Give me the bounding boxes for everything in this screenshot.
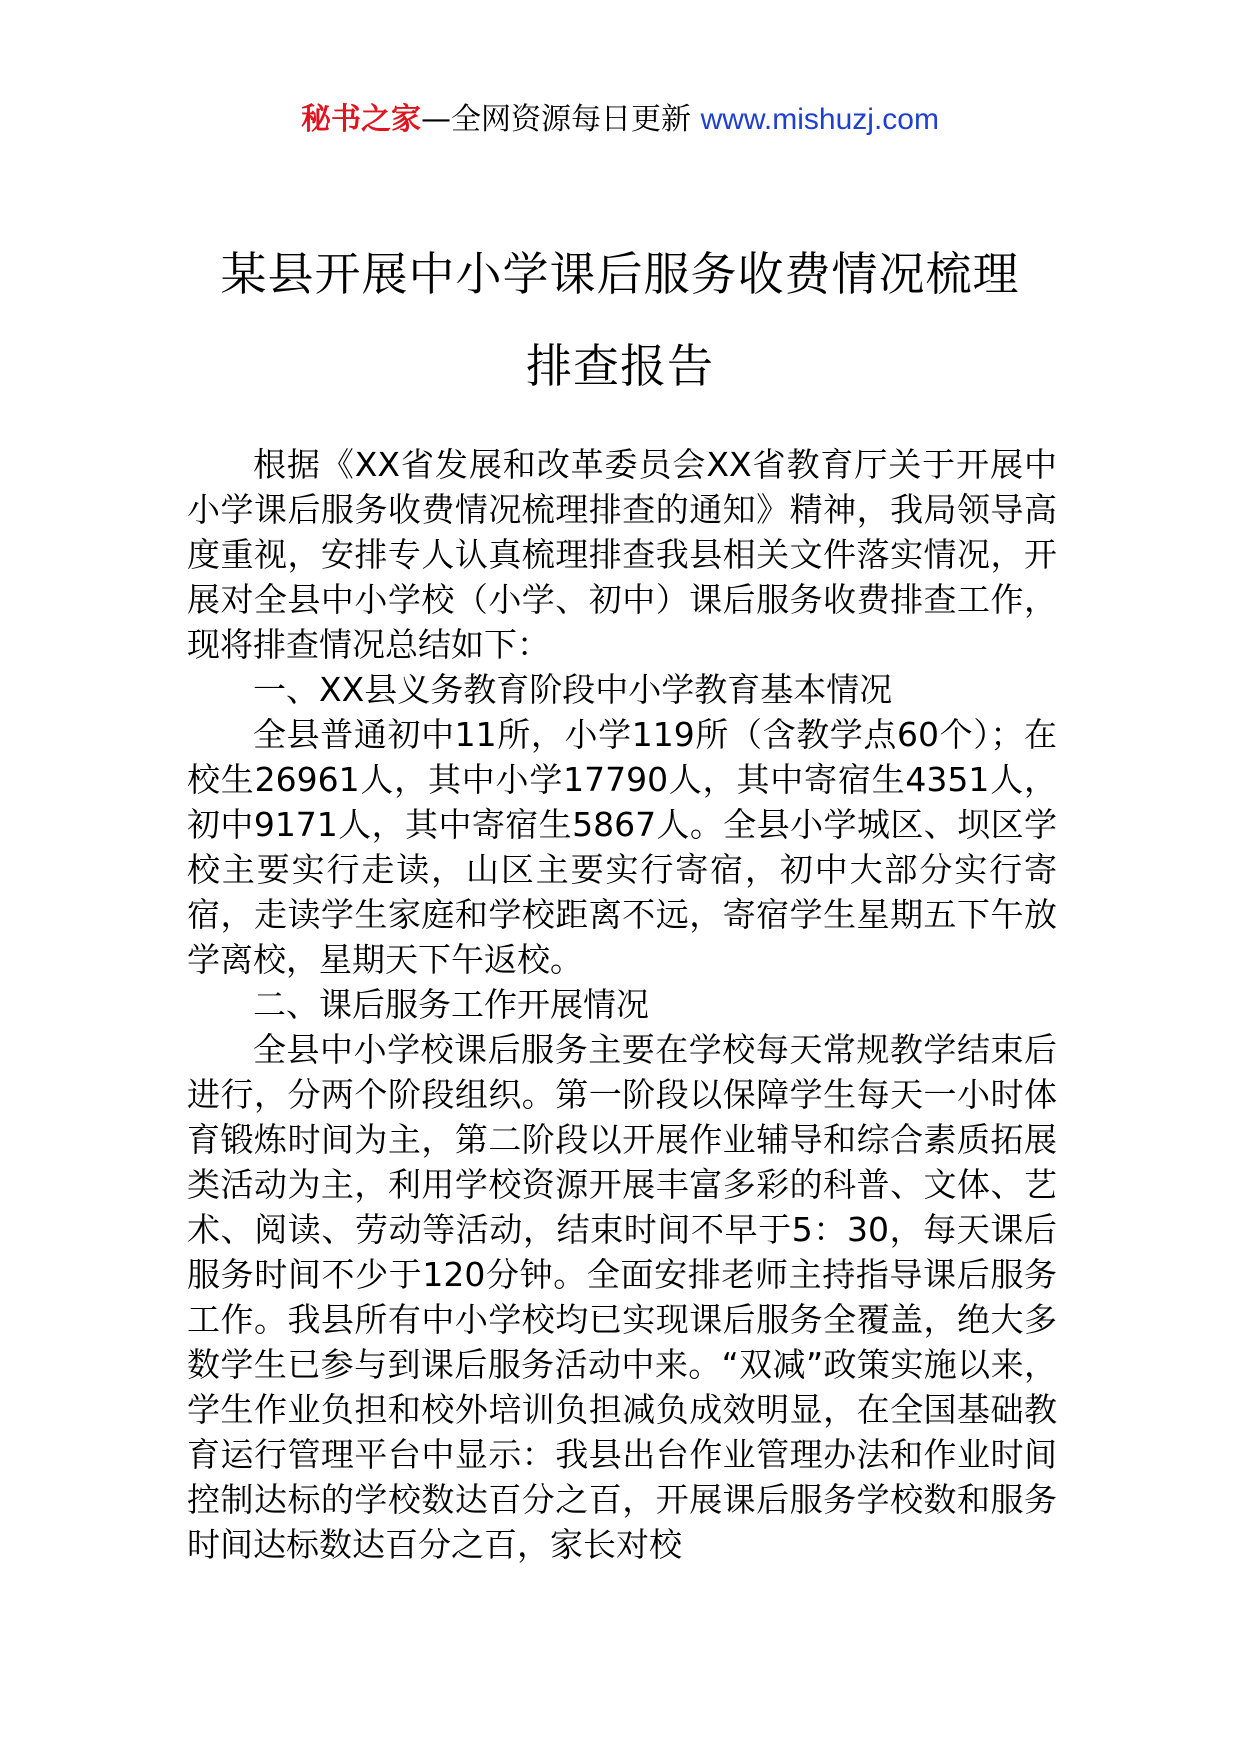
header-dash: — bbox=[421, 102, 452, 137]
intro-paragraph: 根据《XX省发展和改革委员会XX省教育厅关于开展中小学课后服务收费情况梳理排查的通知》精神，我局领导高度重视，安排专人认真梳理排查我县相关文件落实情况，开展对全县中小学校（小学、初中）课后服务收费排查工作，现将排查情况总结如下： bbox=[187, 445, 1057, 664]
brand-name: 秘书之家 bbox=[301, 102, 422, 137]
title-line-1: 某县开展中小学课后服务收费情况梳理 bbox=[220, 247, 1020, 301]
section-1-paragraph: 全县普通初中11所，小学119所（含教学点60个）；在校生26961人，其中小学17790人，其中寄宿生4351人，初中9171人，其中寄宿生5867人。全县小学城区、坝区学校主要实行走读，山区主要实行寄宿，初中大部分实行寄宿，走读学生家庭和学校距离不远，寄宿学生星期五下午放学离校，星期天下午返校。 bbox=[187, 715, 1057, 979]
section-heading-2: 二、课后服务工作开展情况 bbox=[253, 985, 649, 1024]
document-body bbox=[187, 442, 1057, 1567]
site-url-link[interactable]: www.mishuzj.com bbox=[700, 103, 939, 136]
title-line-2: 排查报告 bbox=[526, 339, 714, 393]
section-2-paragraph: 全县中小学校课后服务主要在学校每天常规教学结束后进行，分两个阶段组织。第一阶段以保障学生每天一小时体育锻炼时间为主，第二阶段以开展作业辅导和综合素质拓展类活动为主，利用学校资源开展丰富多彩的科普、文体、艺术、阅读、劳动等活动，结束时间不早于5：30，每天课后服务时间不少于120分钟。全面安排老师主持指导课后服务工作。我县所有中小学校均已实现课后服务全覆盖，绝大多数学生已参与到课后服务活动中来。“双减”政策实施以来，学生作业负担和校外培训负担减负成效明显，在全国基础教育运行管理平台中显示：我县出台作业管理办法和作业时间控制达标的学校数达百分之百，开展课后服务学校数和服务时间达标数达百分之百，家长对校 bbox=[187, 1030, 1057, 1564]
site-header bbox=[0, 100, 1240, 140]
document-title bbox=[0, 228, 1240, 412]
header-slogan: 全网资源每日更新 bbox=[451, 102, 692, 137]
section-heading-1: 一、XX县义务教育阶段中小学教育基本情况 bbox=[253, 670, 893, 709]
